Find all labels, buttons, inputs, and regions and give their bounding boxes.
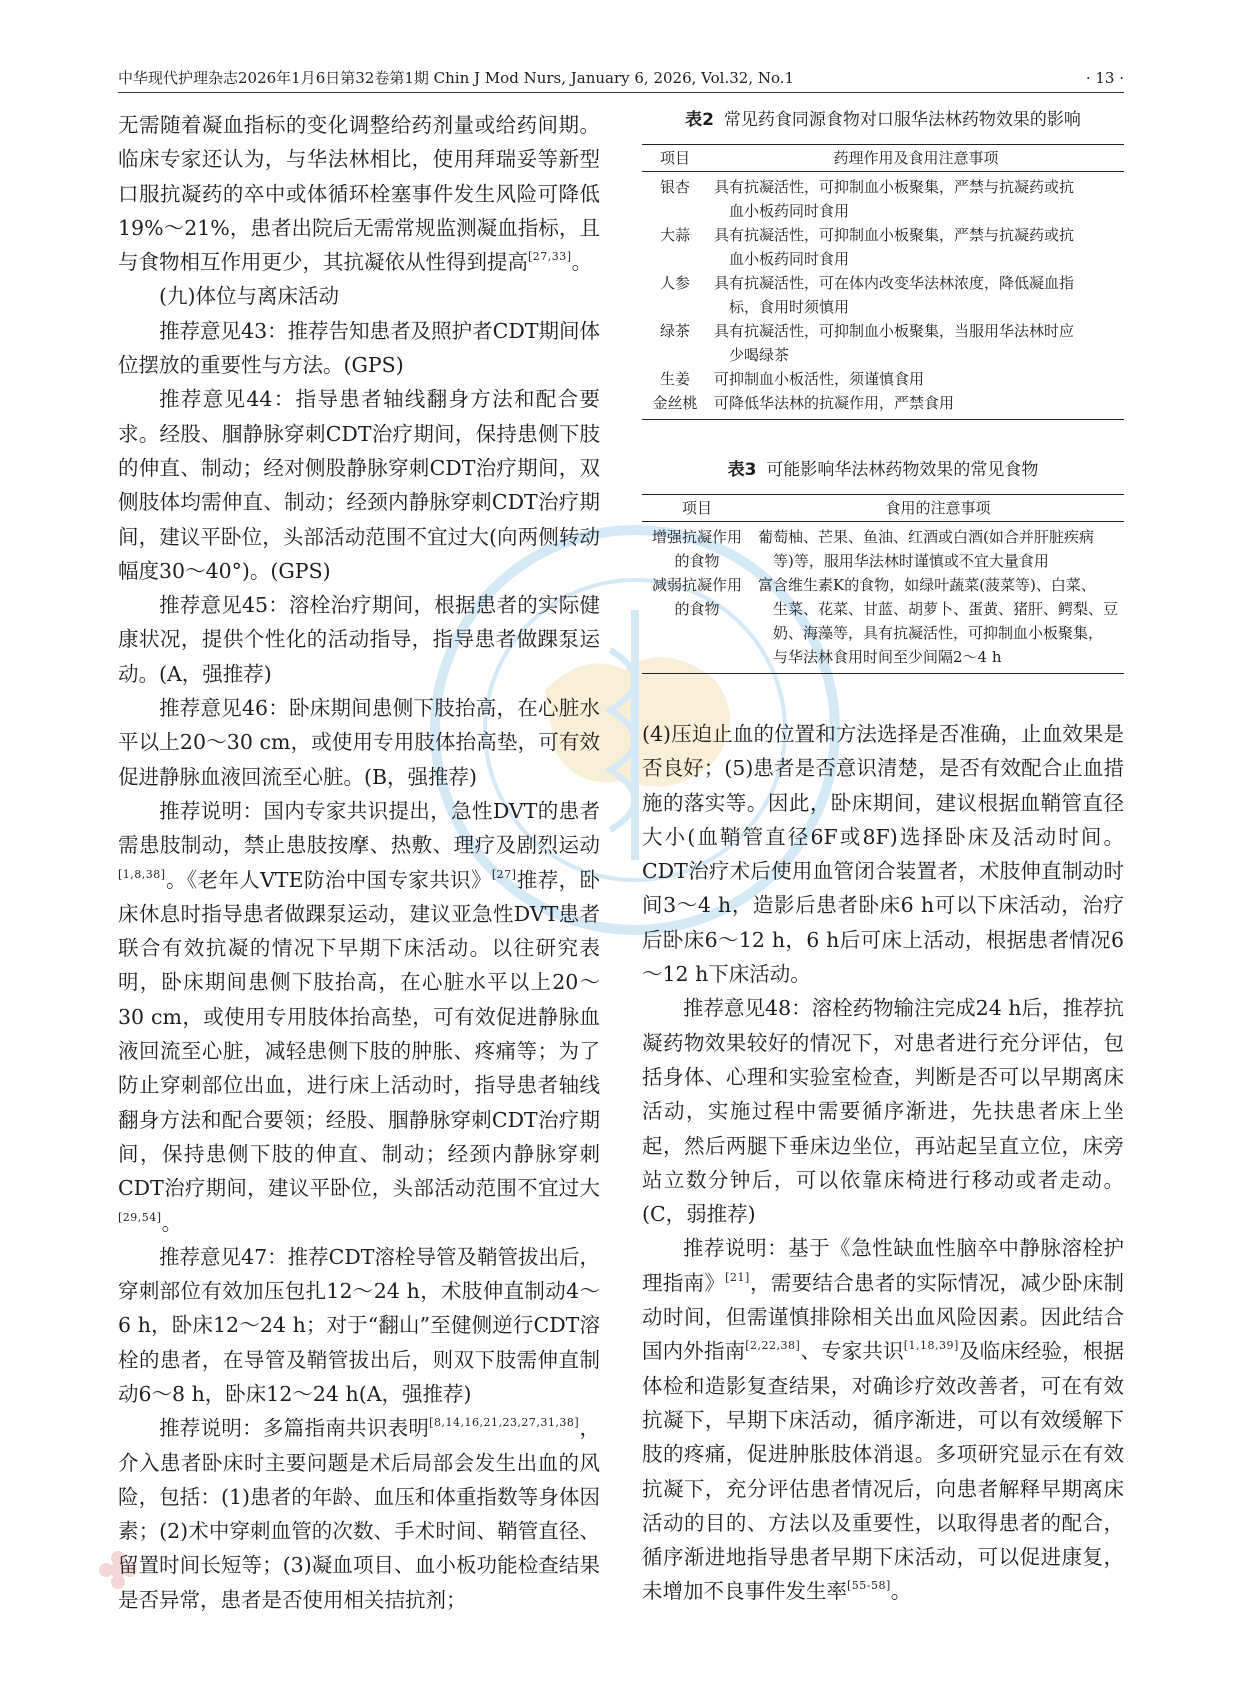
citation: [27]: [491, 867, 517, 881]
table-2: [642, 108, 1124, 420]
column-header: 药理作用及食用注意事项: [708, 145, 1124, 172]
citation: [29,54]: [118, 1210, 162, 1224]
section-heading: (九)体位与离床活动: [159, 284, 339, 309]
table-caption: 表3 可能影响华法林药物效果的常见食物: [727, 460, 1039, 480]
table-row: 绿茶 具有抗凝活性，可抑制血小板聚集，当服用华法林时应 少喝绿茶: [659, 322, 1075, 364]
paragraph: 无需随着凝血指标的变化调整给药剂量或给药间期。临床专家还认为，与华法林相比，使用拜瑞妥等新型口服抗凝药的卒中或体循环栓塞事件发生风险可降低19%～21%，患者出院后无需常规监测凝血指标，且与食物相互作用更少，其抗凝依从性得到提高[27,33]。: [118, 113, 600, 275]
citation: [27,33]: [528, 250, 572, 264]
table-row: 大蒜 具有抗凝活性，可抑制血小板聚集，严禁与抗凝药或抗 血小板药同时食用: [659, 226, 1075, 268]
journal-info: 中华现代护理杂志2026年1月6日第32卷第1期 Chin J Mod Nurs, January 6, 2026, Vol.32, No.1: [118, 69, 795, 87]
right-column: [642, 717, 1124, 1609]
table-caption: 表2 常见药食同源食物对口服华法林药物效果的影响: [685, 110, 1081, 130]
recommendation-46: 推荐意见46：卧床期间患侧下肢抬高，在心脏水平以上20～30 cm，或使用专用肢体抬高垫，可有效促进静脉血液回流至心脏。(B，强推荐): [118, 696, 600, 789]
citation: [1,8,38]: [118, 867, 166, 881]
table-row: 金丝桃 可降低华法林的抗凝作用，严禁食用: [642, 391, 1124, 420]
recommendation-note: 推荐说明：国内专家共识提出，急性DVT的患者需患肢制动，禁止患肢按摩、热敷、理疗及剧烈运动[1,8,38]。《老年人VTE防治中国专家共识》[27]推荐，卧床休息时指导患者做踝泵运动，建议亚急性DVT患者联合有效抗凝的情况下早期下床活动。以往研究表明，卧床期间患侧下肢抬高，在心脏水平以上20～30 cm，或使用专用肢体抬高垫，可有效促进静脉血液回流至心脏，减轻患侧下肢的肿胀、疼痛等；为了防止穿刺部位出血，进行床上活动时，指导患者轴线翻身方法和配合要领；经股、腘静脉穿刺CDT治疗期间，保持患侧下肢的伸直、制动；经颈内静脉穿刺CDT治疗期间，建议平卧位，头部活动范围不宜过大[29,54]。: [118, 798, 600, 1235]
recommendation-48: 推荐意见48：溶栓药物输注完成24 h后，推荐抗凝药物效果较好的情况下，对患者进行充分评估，包括身体、心理和实验室检查，判断是否可以早期离床活动，实施过程中需要循序渐进，先扶患者床上坐起，然后两腿下垂床边坐位，再站起呈直立位，床旁站立数分钟后，可以依靠床椅进行移动或者走动。(C，弱推荐): [642, 996, 1124, 1227]
citation: [1,18,39]: [903, 1339, 959, 1353]
table-row: 减弱抗凝作用 的食物 富含维生素K的食物，如绿叶蔬菜(菠菜等)、白菜、 生菜、花菜、甘蓝、胡萝卜、蛋黄、猪肝、鳄梨、豆 奶、海藻等，具有抗凝活性，可抑制血小板聚集， 与华法林食用时间至少间隔2～4 h: [642, 573, 1124, 674]
page-number: · 13 ·: [1085, 69, 1124, 87]
table-row: 增强抗凝作用 的食物 葡萄柚、芒果、鱼油、红酒或白酒(如合并肝脏疾病 等)等，服用华法林时谨慎或不宜大量食用: [651, 528, 1094, 570]
recommendation-45: 推荐意见45：溶栓治疗期间，根据患者的实际健康状况，提供个性化的活动指导，指导患者做踝泵运动。(A，强推荐): [118, 593, 600, 686]
table-3: [642, 458, 1124, 674]
citation: [2,22,38]: [745, 1339, 801, 1353]
column-header: 项目: [642, 495, 752, 522]
recommendation-43: 推荐意见43：推荐告知患者及照护者CDT期间体位摆放的重要性与方法。(GPS): [118, 318, 600, 378]
citation: [8,14,16,21,23,27,31,38]: [429, 1416, 580, 1430]
recommendation-note: 推荐说明：多篇指南共识表明[8,14,16,21,23,27,31,38]，介入患者卧床时主要问题是术后局部会发生出血的风险，包括：(1)患者的年龄、血压和体重指数等身体因素；(2)术中穿刺血管的次数、手术时间、鞘管直径、留置时间长短等；(3)凝血项目、血小板功能检查结果是否异常，患者是否使用相关拮抗剂；: [118, 1416, 601, 1612]
header-rule: [118, 92, 1124, 93]
recommendation-note: 推荐说明：基于《急性缺血性脑卒中静脉溶栓护理指南》[21]，需要结合患者的实际情况，减少卧床制动时间，但需谨慎排除相关出血风险因素。因此结合国内外指南[2,22,38]、专家共识[1,18,39]及临床经验，根据体检和造影复查结果，对确诊疗效改善者，可在有效抗凝下，早期下床活动，循序渐进，可以有效缓解下肢的疼痛，促进肿胀肢体消退。多项研究显示在有效抗凝下，充分评估患者情况后，向患者解释早期离床活动的目的、方法以及重要性，以取得患者的配合，循序渐进地指导患者早期下床活动，可以促进康复，未增加不良事件发生率[55-58]。: [642, 1236, 1125, 1604]
citation: [55-58]: [847, 1579, 891, 1593]
left-column: [118, 108, 600, 1617]
table-row: 生姜 可抑制血小板活性，须谨慎食用: [659, 370, 925, 388]
column-header: 食用的注意事项: [752, 495, 1124, 522]
paragraph: (4)压迫止血的位置和方法选择是否准确，止血效果是否良好；(5)患者是否意识清楚，是否有效配合止血措施的落实等。因此，卧床期间，建议根据血鞘管直径大小(血鞘管直径6F或8F)选择卧床及活动时间。CDT治疗术后使用血管闭合装置者，术肢伸直制动时间3～4 h，造影后患者卧床6 h可以下床活动，治疗后卧床6～12 h，6 h后可床上活动，根据患者情况6～12 h下床活动。: [642, 722, 1124, 987]
recommendation-44: 推荐意见44：指导患者轴线翻身方法和配合要求。经股、腘静脉穿刺CDT治疗期间，保持患侧下肢的伸直、制动；经对侧股静脉穿刺CDT治疗期间，双侧肢体均需伸直、制动；经颈内静脉穿刺CDT治疗期间，建议平卧位，头部活动范围不宜过大(向两侧转动幅度30～40°)。(GPS): [118, 387, 600, 583]
table-row: 银杏 具有抗凝活性，可抑制血小板聚集，严禁与抗凝药或抗 血小板药同时食用: [659, 178, 1075, 220]
table-row: 人参 具有抗凝活性，可在体内改变华法林浓度，降低凝血指 标，食用时须慎用: [659, 274, 1075, 316]
column-header: 项目: [642, 145, 708, 172]
citation: [21]: [725, 1270, 750, 1284]
running-header: [118, 66, 1124, 90]
recommendation-47: 推荐意见47：推荐CDT溶栓导管及鞘管拔出后，穿刺部位有效加压包扎12～24 h，术肢伸直制动4～6 h，卧床12～24 h；对于“翻山”至健侧逆行CDT溶栓的患者，在导管及鞘管拔出后，则双下肢需伸直制动6～8 h，卧床12～24 h(A，强推荐): [118, 1244, 600, 1406]
